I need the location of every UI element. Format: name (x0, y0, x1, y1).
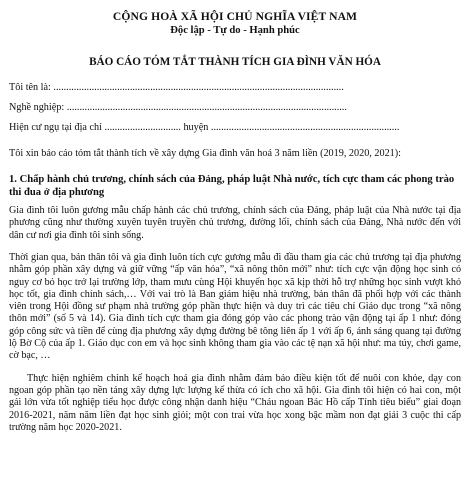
document-title: BÁO CÁO TÓM TẮT THÀNH TÍCH GIA ĐÌNH VĂN HÓA (89, 56, 381, 68)
section-1-heading: 1. Chấp hành chủ trương, chính sách của Đảng, pháp luật Nhà nước, tích cực tham các phong trào thi đua ở địa phương (9, 174, 455, 198)
address-blank: .............................. (104, 122, 181, 133)
job-label: Nghề nghiệp: (9, 102, 65, 113)
address-field (9, 122, 461, 134)
job-blank: .............................................................................................................. (66, 102, 347, 113)
name-label: Tôi tên là: (9, 82, 51, 93)
name-field (9, 82, 461, 94)
address-label: Hiện cư ngụ tại địa chỉ (9, 122, 102, 133)
district-blank: .......................................................................... (210, 122, 400, 133)
national-motto: Độc lập - Tự do - Hạnh phúc (170, 25, 300, 36)
section-1-paragraph-2: Thời gian qua, bản thân tôi và gia đình luôn tích cực gương mẫu đi đầu tham gia các chủ trương tại địa phương nhằm góp phần xây dựng và giữ vững “ấp văn hóa”, “xã nông thôn mới” như: tích cực vận động học sinh có nguy cơ bỏ học trở lại trường lớp, tham mưu cùng Hội khuyến học xã kịp thời hỗ trợ những học sinh vượt khó học tốt, gia đình chính sách,… Với vai trò là Ban giám hiệu nhà trường, bản thân đã phối hợp với các thành viên trong Hội đồng sư phạm nhà trường góp phần thực hiện và duy trì các tiêu chí Giáo dục trong “xã nông thôn mới” (số 5 và 14). Gia đình tích cực tham gia đóng góp vào các phong trào vận động tại ấp 1 như: đóng góp công sức và tiền để cùng địa phương xây dựng đường bê tông liên ấp 1 với ấp 6, ánh sáng quang tại đường lộ Bờ Cộ của ấp 1. Giáo dục con em và học sinh không tham gia vào các tệ nạn xã hội như: ma túy, chơi game, cờ bạc, … (9, 251, 461, 362)
district-label: huyện (183, 122, 209, 133)
intro-statement: Tôi xin báo cáo tóm tắt thành tích về xây dựng Gia đình văn hoá 3 năm liền (2019, 2020, 2021): (9, 148, 401, 159)
national-title: CỘNG HOÀ XÃ HỘI CHỦ NGHĨA VIỆT NAM (112, 10, 358, 23)
name-blank: .................................................................................................................. (53, 82, 344, 93)
job-field (9, 102, 461, 114)
section-1-paragraph-1: Gia đình tôi luôn gương mẫu chấp hành các chủ trương, chính sách của Đảng, pháp luật của Nhà nước tại địa phương cũng như thường xuyên tuyên truyền chủ trương, đường lối, chính sách của Đảng, Nhà nước đến với dân cư nơi gia đình tôi sinh sống. (9, 205, 461, 241)
section-1-paragraph-3: Thực hiện nghiêm chỉnh kế hoạch hoá gia đình nhằm đảm bảo điều kiện tốt để nuôi con khỏe, dạy con ngoan góp phần tạo nền tảng xây dựng lực lượng kế thừa có ích cho xã hội. Gia đình tôi hiện có hai con, một gái lớn vừa tốt nghiệp tiểu học được công nhận danh hiệu “Cháu ngoan Bác Hồ cấp Tỉnh tiêu biểu” giai đoạn 2016-2021, năm năm liền đạt học sinh giỏi; một con trai vừa học xong bậc mầm non đạt giải 3 cuộc thi cấp trường năm học 2020-2021. (9, 372, 461, 433)
